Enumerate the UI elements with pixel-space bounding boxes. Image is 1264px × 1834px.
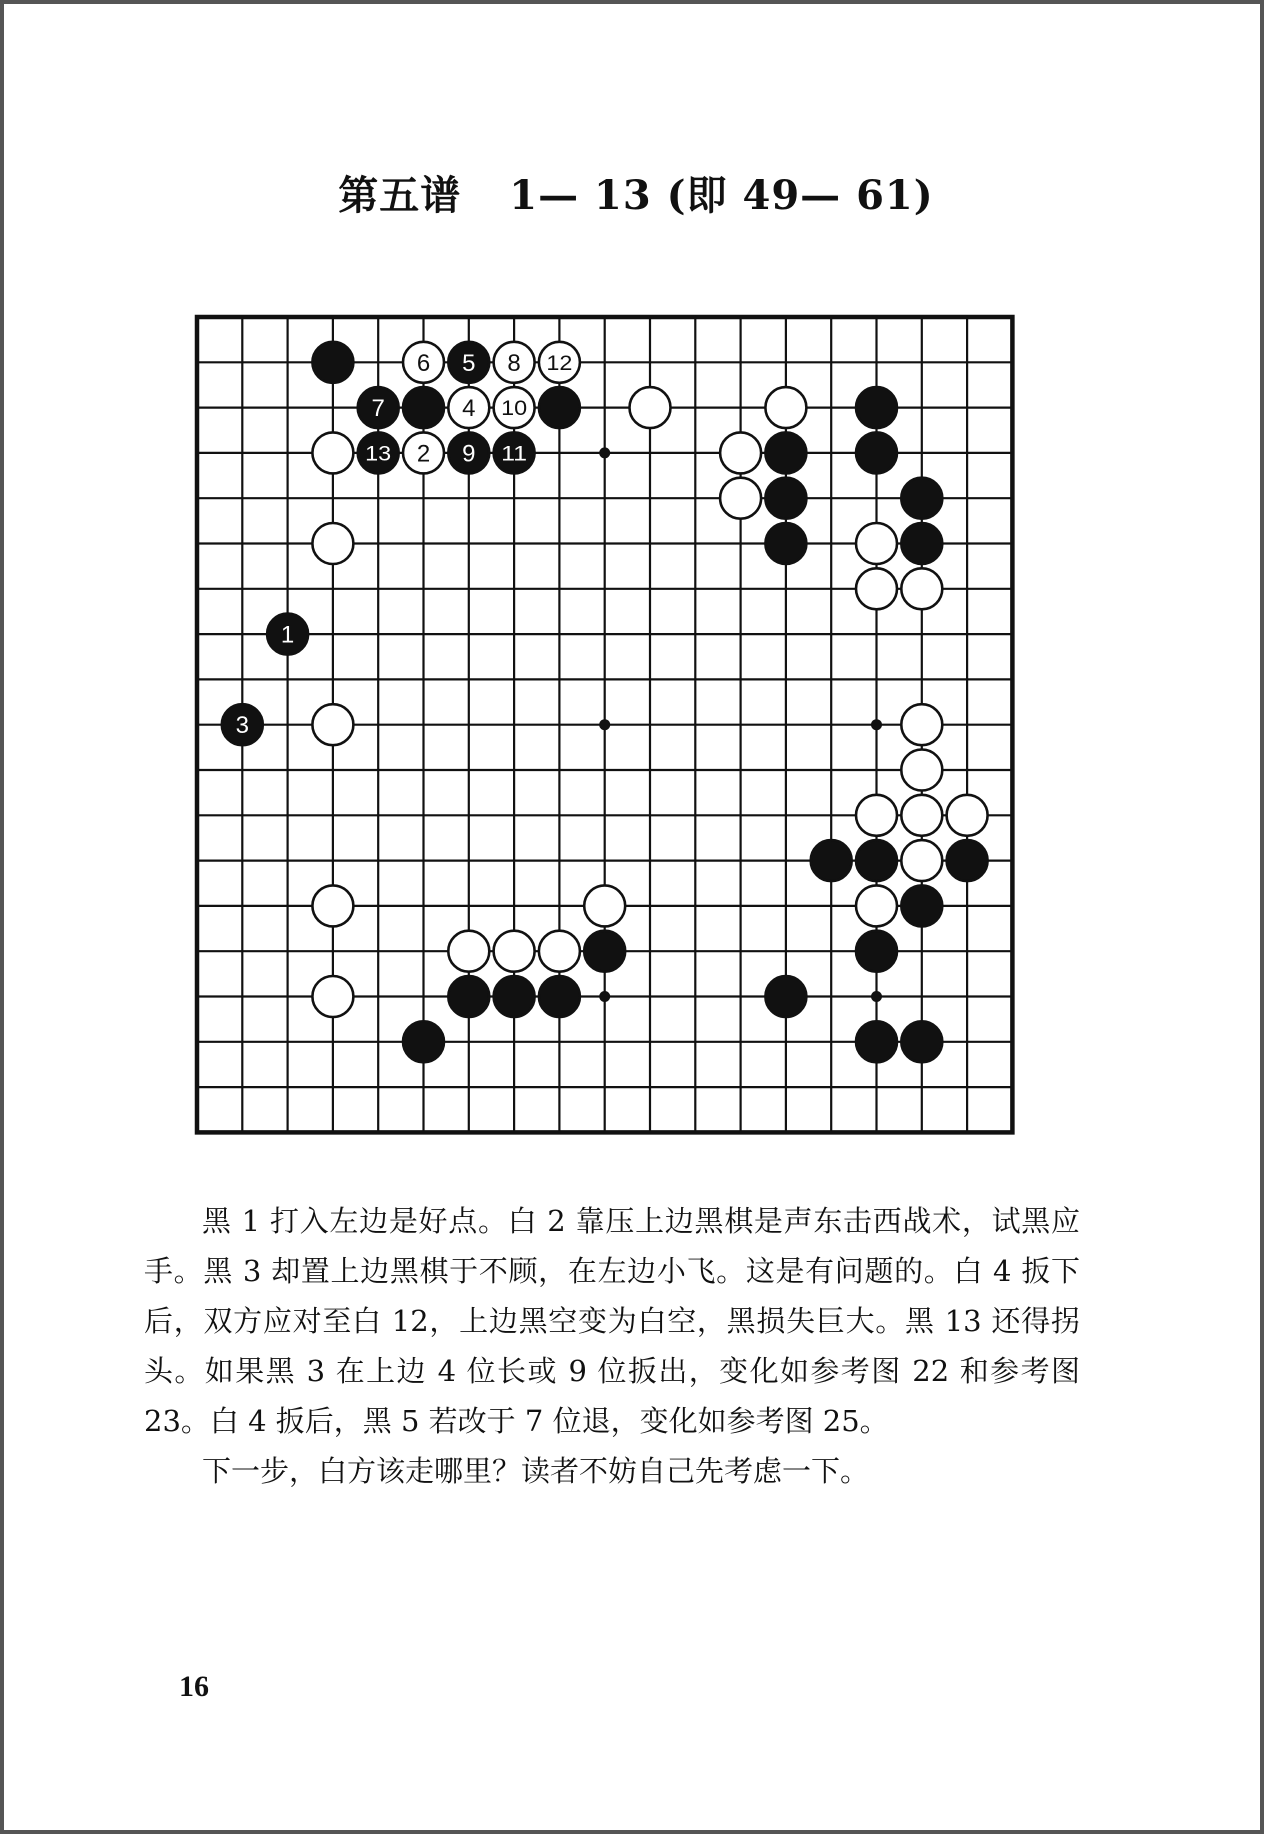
- stone-move-number: 10: [501, 397, 528, 421]
- white-stone: [539, 931, 580, 972]
- black-stone: [494, 976, 535, 1017]
- commentary: [144, 1196, 1080, 1496]
- white-stone: [720, 478, 761, 519]
- black-stone: [584, 931, 625, 972]
- black-stone: [448, 976, 489, 1017]
- white-stone: [856, 568, 897, 609]
- black-stone: [947, 840, 988, 881]
- black-stone: [765, 523, 806, 564]
- black-stone: [403, 387, 444, 428]
- white-stone: [630, 387, 671, 428]
- white-stone: [901, 704, 942, 745]
- black-stone: [765, 432, 806, 473]
- stone-move-number: 6: [416, 349, 431, 377]
- black-stone: [403, 1021, 444, 1062]
- white-stone: [947, 795, 988, 836]
- black-stone: [312, 342, 353, 383]
- diagram-title-range: 1— 13 (即 49— 61): [509, 172, 934, 219]
- star-point: [871, 991, 882, 1002]
- white-stone: [765, 387, 806, 428]
- black-stone: [856, 432, 897, 473]
- stone-move-number: 9: [462, 440, 476, 468]
- white-stone: [312, 704, 353, 745]
- star-point: [599, 991, 610, 1002]
- white-stone: [720, 432, 761, 473]
- black-stone: [539, 976, 580, 1017]
- black-stone: [856, 1021, 897, 1062]
- black-stone: [765, 478, 806, 519]
- black-stone: [811, 840, 852, 881]
- stone-move-number: 8: [507, 349, 521, 377]
- stone-move-number: 2: [416, 440, 431, 468]
- white-stone: [901, 568, 942, 609]
- black-stone: [901, 523, 942, 564]
- black-stone: [856, 840, 897, 881]
- go-board: [4, 4, 1264, 1834]
- white-stone: [312, 885, 353, 926]
- commentary-paragraph-1: 黑 1 打入左边是好点。白 2 靠压上边黑棋是声东击西战术，试黑应手。黑 3 却置上边黑棋于不顾，在左边小飞。这是有问题的。白 4 扳下后，双方应对至白 12，上边黑空变为白空，黑损失巨大。黑 13 还得拐头。如果黑 3 在上边 4 位长或 9 位扳出，变化如参考图 22 和参考图 23。白 4 扳后，黑 5 若改于 7 位退，变化如参考图 25。: [144, 1204, 1080, 1438]
- stone-move-number: 7: [371, 395, 385, 423]
- star-point: [871, 719, 882, 730]
- stone-move-number: 4: [462, 395, 476, 423]
- stone-move-number: 5: [462, 349, 476, 377]
- go-board-container: [4, 4, 1264, 1834]
- stone-move-number: 3: [235, 712, 249, 740]
- black-stone: [856, 387, 897, 428]
- black-stone: [539, 387, 580, 428]
- black-stone: [765, 976, 806, 1017]
- star-point: [599, 447, 610, 458]
- white-stone: [584, 885, 625, 926]
- white-stone: [901, 795, 942, 836]
- diagram-title-name: 第五谱: [338, 172, 462, 219]
- white-stone: [312, 976, 353, 1017]
- stone-move-number: 1: [280, 621, 295, 649]
- star-point: [599, 719, 610, 730]
- white-stone: [856, 885, 897, 926]
- black-stone: [856, 931, 897, 972]
- black-stone: [901, 885, 942, 926]
- stone-move-number: 13: [365, 442, 392, 466]
- white-stone: [856, 523, 897, 564]
- stone-move-number: 11: [501, 442, 528, 466]
- page-number: 16: [179, 1670, 209, 1703]
- white-stone: [312, 523, 353, 564]
- white-stone: [856, 795, 897, 836]
- white-stone: [901, 750, 942, 791]
- black-stone: [901, 478, 942, 519]
- white-stone: [494, 931, 535, 972]
- white-stone: [901, 840, 942, 881]
- white-stone: [312, 432, 353, 473]
- white-stone: [448, 931, 489, 972]
- black-stone: [901, 1021, 942, 1062]
- commentary-paragraph-2: 下一步，白方该走哪里？读者不妨自己先考虑一下。: [202, 1454, 870, 1488]
- stone-move-number: 12: [546, 351, 573, 375]
